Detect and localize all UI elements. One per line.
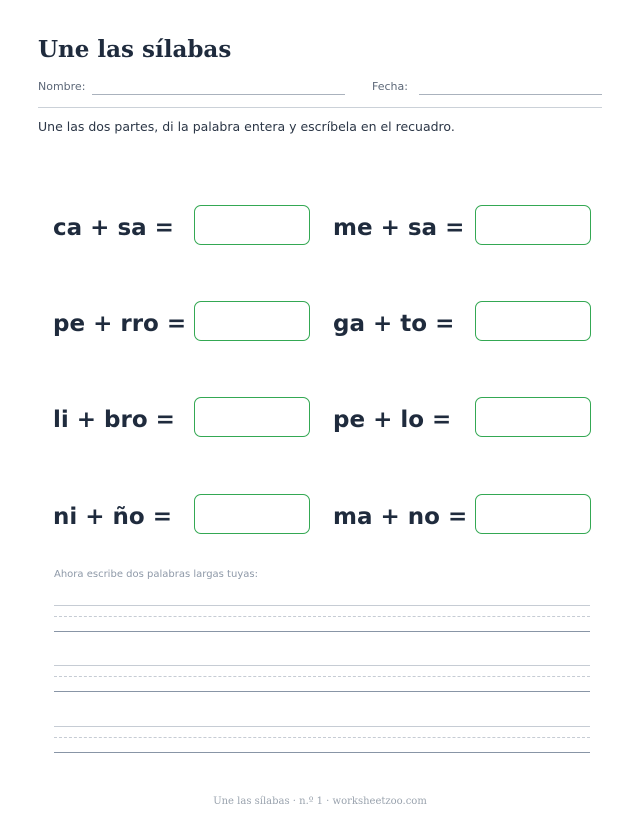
problem-6: pe + lo = <box>333 407 452 433</box>
writing-prompt: Ahora escribe dos palabras largas tuyas: <box>54 569 258 580</box>
name-label: Nombre: <box>38 80 86 93</box>
answer-box-2[interactable] <box>475 205 591 245</box>
answer-box-4[interactable] <box>475 301 591 341</box>
problem-2: me + sa = <box>333 215 465 241</box>
writing-line-mid <box>54 676 590 677</box>
page-title: Une las sílabas <box>38 36 232 63</box>
answer-box-8[interactable] <box>475 494 591 534</box>
answer-box-1[interactable] <box>194 205 310 245</box>
writing-line-base[interactable] <box>54 752 590 753</box>
instructions: Une las dos partes, di la palabra entera y escríbela en el recuadro. <box>38 119 455 134</box>
date-label: Fecha: <box>372 80 408 93</box>
date-field[interactable] <box>419 94 602 95</box>
answer-box-5[interactable] <box>194 397 310 437</box>
problem-1: ca + sa = <box>53 215 174 241</box>
writing-line-mid <box>54 737 590 738</box>
problem-3: pe + rro = <box>53 311 187 337</box>
writing-line-top <box>54 605 590 606</box>
name-field[interactable] <box>92 94 345 95</box>
page-footer: Une las sílabas · n.º 1 · worksheetzoo.com <box>213 796 427 807</box>
writing-line-top <box>54 726 590 727</box>
problem-5: li + bro = <box>53 407 175 433</box>
writing-line-base[interactable] <box>54 631 590 632</box>
answer-box-7[interactable] <box>194 494 310 534</box>
problem-7: ni + ño = <box>53 504 172 530</box>
answer-box-3[interactable] <box>194 301 310 341</box>
problem-4: ga + to = <box>333 311 455 337</box>
header-divider <box>38 107 602 108</box>
writing-line-top <box>54 665 590 666</box>
writing-line-mid <box>54 616 590 617</box>
problem-8: ma + no = <box>333 504 468 530</box>
answer-box-6[interactable] <box>475 397 591 437</box>
writing-line-base[interactable] <box>54 691 590 692</box>
